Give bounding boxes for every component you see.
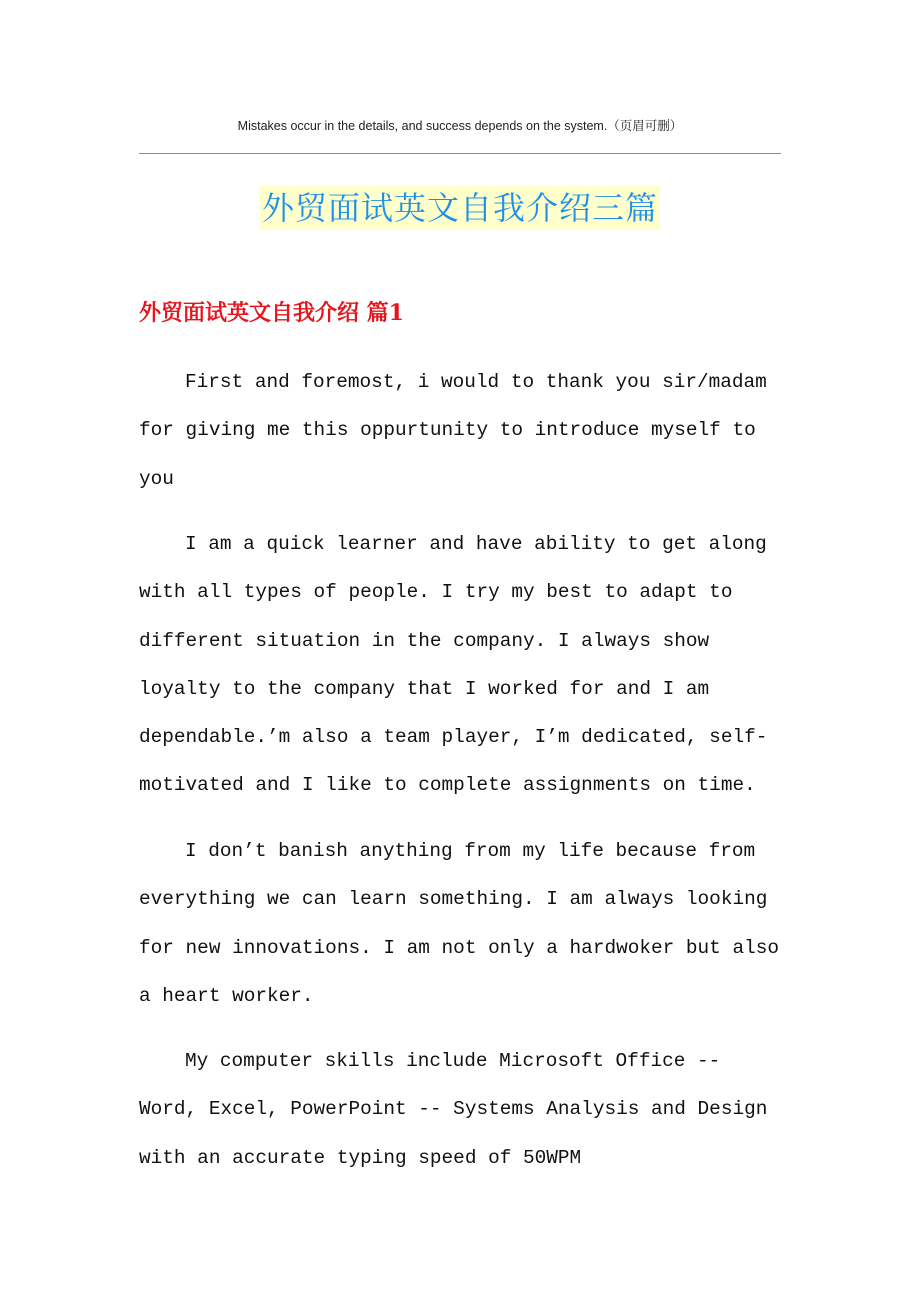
title-container xyxy=(0,186,920,230)
header-divider xyxy=(139,153,781,154)
paragraph-3: I don’t banish anything from my life because from everything we can learn something. I am always looking for new innovations. I am not only a hardwoker but also a heart worker. xyxy=(139,840,779,1007)
section-heading: 外贸面试英文自我介绍 篇1 xyxy=(139,300,404,326)
page-header-note: Mistakes occur in the details, and success depends on the system.（页眉可删） xyxy=(237,119,683,133)
paragraph-2: I am a quick learner and have ability to get along with all types of people. I try my best to adapt to different situation in the company. I always show loyalty to the company that I worked for and I am dependable.’m also a team player, I’m dedicated, self-motivated and I like to complete assignments on time. xyxy=(139,533,768,797)
document-title: 外贸面试英文自我介绍三篇 xyxy=(260,186,660,230)
paragraph-4: My computer skills include Microsoft Office -- Word, Excel, PowerPoint -- Systems Analysis and Design with an accurate typing speed of 50WPM xyxy=(139,1050,768,1169)
paragraph-1: First and foremost, i would to thank you sir/madam for giving me this oppurtunity to introduce myself to you xyxy=(139,371,767,490)
